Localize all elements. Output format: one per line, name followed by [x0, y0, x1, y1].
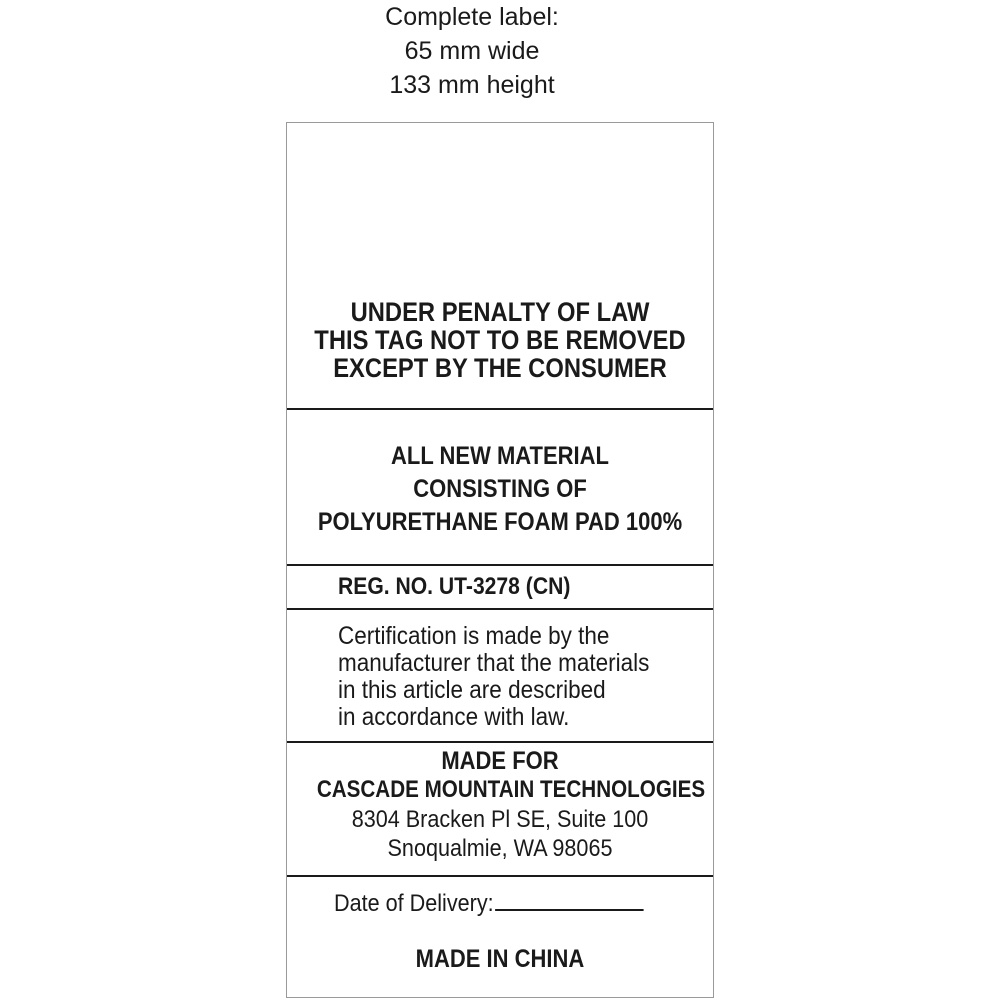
- divider-material: [287, 564, 713, 566]
- warning-line-2: THIS TAG NOT TO BE REMOVED: [314, 325, 686, 355]
- company-name: CASCADE MOUNTAIN TECHNOLOGIES: [316, 776, 706, 803]
- certification-line-2: manufacturer that the materials: [338, 649, 650, 677]
- registration-number: REG. NO. UT-3278 (CN): [338, 573, 571, 600]
- certification-line-4: in accordance with law.: [338, 703, 570, 731]
- country-of-origin: MADE IN CHINA: [415, 945, 585, 973]
- law-tag-label: [286, 122, 714, 998]
- certification-line-1: Certification is made by the: [338, 622, 610, 650]
- label-size-caption: [272, 0, 672, 102]
- company-address-line-2: Snoqualmie, WA 98065: [387, 835, 613, 862]
- material-line-3: POLYURETHANE FOAM PAD 100%: [317, 508, 683, 536]
- caption-height: 133 mm height: [389, 71, 555, 99]
- divider-certification: [287, 741, 713, 743]
- divider-made-for: [287, 875, 713, 877]
- divider-registration: [287, 608, 713, 610]
- delivery-date-field: [334, 889, 644, 918]
- material-line-1: ALL NEW MATERIAL: [391, 442, 609, 470]
- delivery-date-blank-line: [495, 889, 643, 911]
- certification-line-3: in this article are described: [338, 676, 606, 704]
- delivery-date-label: Date of Delivery:: [334, 890, 494, 917]
- made-for-heading: MADE FOR: [441, 747, 559, 775]
- company-address-line-1: 8304 Bracken Pl SE, Suite 100: [351, 806, 649, 833]
- divider-warning: [287, 408, 713, 410]
- warning-line-3: EXCEPT BY THE CONSUMER: [333, 353, 667, 383]
- caption-title: Complete label:: [385, 3, 559, 31]
- material-line-2: CONSISTING OF: [413, 475, 587, 503]
- caption-width: 65 mm wide: [404, 37, 540, 65]
- warning-line-1: UNDER PENALTY OF LAW: [350, 297, 650, 327]
